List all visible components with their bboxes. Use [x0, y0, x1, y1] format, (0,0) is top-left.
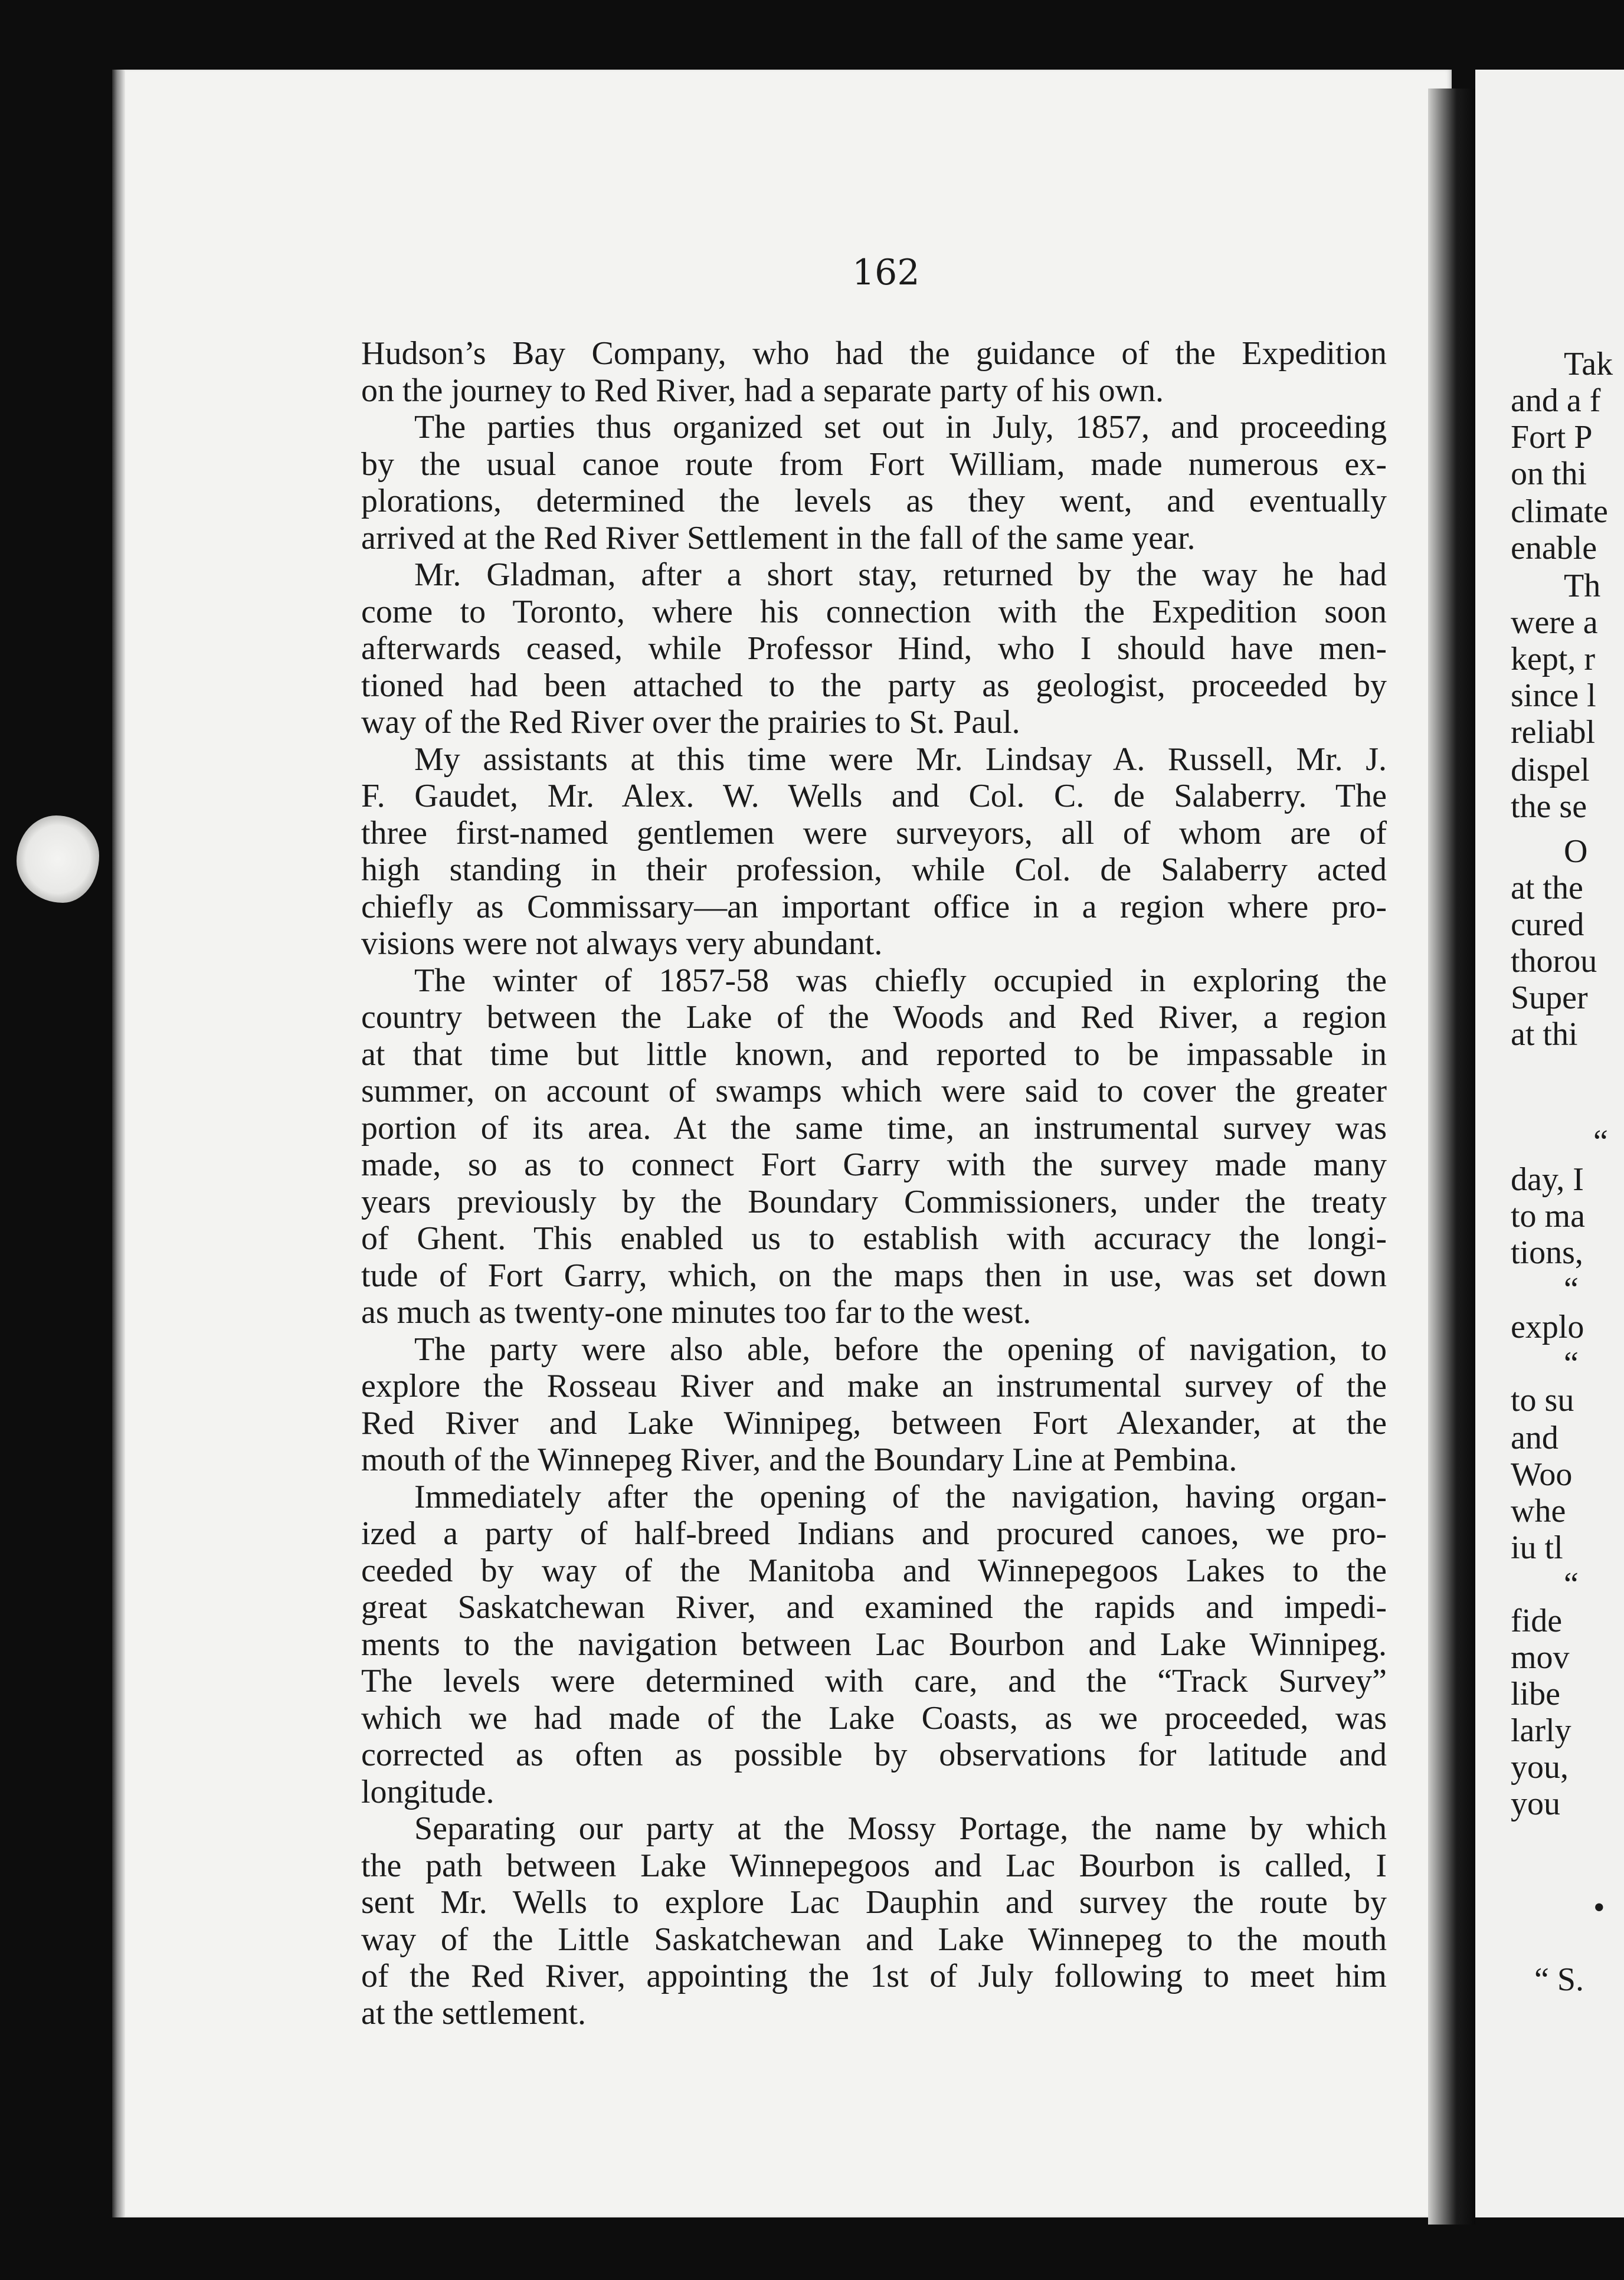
facing-page-fragment: the se: [1511, 788, 1587, 825]
text-line: made, so as to connect Fort Garry with the survey made many: [361, 1146, 1387, 1183]
text-line: three first-named gentlemen were surveyors, all of whom are of: [361, 814, 1387, 851]
facing-page-fragment: day, I: [1511, 1161, 1584, 1198]
text-line: Hudson’s Bay Company, who had the guidance of the Expedition: [361, 335, 1387, 372]
facing-page-fragment: explo: [1511, 1309, 1584, 1345]
text-line: at the settlement.: [361, 1994, 586, 2032]
text-line: Separating our party at the Mossy Portage, the name by which: [414, 1810, 1387, 1847]
facing-page-fragment: tions,: [1511, 1234, 1583, 1271]
text-line: sent Mr. Wells to explore Lac Dauphin and survey the route by: [361, 1884, 1387, 1921]
text-line: My assistants at this time were Mr. Lindsay A. Russell, Mr. J.: [414, 741, 1387, 778]
facing-page-fragment: Fort P: [1511, 419, 1593, 456]
facing-page-fragment: Tak: [1564, 346, 1613, 382]
facing-page-fragment: mov: [1511, 1639, 1570, 1676]
page-body-text: [361, 335, 1387, 2032]
facing-page-fragment: dispel: [1511, 752, 1590, 788]
text-line: Mr. Gladman, after a short stay, returned by the way he had: [414, 556, 1387, 593]
text-line: by the usual canoe route from Fort William, made numerous ex-: [361, 445, 1387, 483]
facing-page-fragment: whe: [1511, 1493, 1566, 1529]
facing-page-fragment: at the: [1511, 870, 1583, 906]
facing-page-fragment: enable: [1511, 530, 1597, 566]
text-line: summer, on account of swamps which were said to cover the greater: [361, 1073, 1387, 1109]
facing-page-fragment: “: [1564, 1345, 1579, 1382]
facing-page-fragment: at thi: [1511, 1016, 1578, 1053]
facing-page-fragment: reliabl: [1511, 714, 1596, 751]
facing-page-fragment: Th: [1564, 568, 1601, 604]
facing-page-fragment: fide: [1511, 1603, 1563, 1639]
facing-page-fragment: on thi: [1511, 456, 1587, 492]
text-line: arrived at the Red River Settlement in the fall of the same year.: [361, 519, 1196, 556]
text-line: ments to the navigation between Lac Bourbon and Lake Winnipeg.: [361, 1626, 1387, 1663]
text-line: The levels were determined with care, and the “Track Survey”: [361, 1663, 1387, 1699]
text-line: longitude.: [361, 1773, 495, 1810]
text-line: tioned had been attached to the party as geologist, proceeded by: [361, 667, 1387, 704]
facing-page-fragment: “: [1593, 1123, 1608, 1160]
paper-fragment: [17, 815, 99, 903]
text-line: the path between Lake Winnepegoos and Lac Bourbon is called, I: [361, 1847, 1387, 1884]
facing-page-fragment: libe: [1511, 1676, 1560, 1712]
text-line: ized a party of half-breed Indians and procured canoes, we pro-: [361, 1515, 1387, 1552]
facing-page-fragment: were a: [1511, 604, 1598, 641]
text-line: chiefly as Commissary—an important office in a region where pro-: [361, 888, 1387, 925]
text-line: country between the Lake of the Woods and Red River, a region: [361, 999, 1387, 1036]
text-line: way of the Little Saskatchewan and Lake Winnepeg to the mouth: [361, 1921, 1387, 1958]
text-line: tude of Fort Garry, which, on the maps then in use, was set down: [361, 1257, 1387, 1294]
text-line: which we had made of the Lake Coasts, as we proceeded, was: [361, 1699, 1387, 1737]
text-line: high standing in their profession, while Col. de Salaberry acted: [361, 851, 1387, 888]
text-line: Immediately after the opening of the navigation, having organ-: [414, 1478, 1387, 1515]
facing-page-fragment: to ma: [1511, 1198, 1585, 1234]
text-line: at that time but little known, and reported to be impassable in: [361, 1036, 1387, 1073]
facing-page-fragment: “: [1564, 1566, 1579, 1603]
text-line: way of the Red River over the prairies to St. Paul.: [361, 704, 1020, 741]
text-line: Red River and Lake Winnipeg, between Fort Alexander, at the: [361, 1404, 1387, 1442]
text-line: mouth of the Winnepeg River, and the Boundary Line at Pembina.: [361, 1442, 1237, 1478]
text-line: The winter of 1857-58 was chiefly occupied in exploring the: [414, 962, 1387, 999]
text-line: ceeded by way of the Manitoba and Winnepegoos Lakes to the: [361, 1552, 1387, 1589]
facing-page-fragment: to su: [1511, 1382, 1574, 1419]
facing-page-fragment: you,: [1511, 1749, 1569, 1786]
facing-page-fragment: and a f: [1511, 382, 1601, 419]
text-line: explore the Rosseau River and make an instrumental survey of the: [361, 1368, 1387, 1404]
text-line: visions were not always very abundant.: [361, 925, 883, 962]
text-line: on the journey to Red River, had a separate party of his own.: [361, 372, 1164, 409]
text-line: The party were also able, before the opening of navigation, to: [414, 1331, 1387, 1368]
facing-page-fragment: you: [1511, 1786, 1560, 1822]
facing-page-fragment: larly: [1511, 1712, 1571, 1749]
facing-page-fragment: •: [1593, 1889, 1605, 1926]
facing-page-fragment: “ S.: [1534, 1961, 1584, 1998]
book-gutter: [1428, 89, 1475, 2225]
facing-page-fragment: “: [1564, 1271, 1579, 1308]
text-line: The parties thus organized set out in July, 1857, and proceeding: [414, 409, 1387, 445]
page-number: 162: [852, 252, 920, 293]
facing-page-fragment: Woo: [1511, 1456, 1573, 1493]
facing-page-fragment: kept, r: [1511, 641, 1596, 677]
facing-page-fragment: iu tl: [1511, 1529, 1563, 1566]
text-line: corrected as often as possible by observations for latitude and: [361, 1737, 1387, 1773]
text-line: as much as twenty-one minutes too far to the west.: [361, 1294, 1032, 1331]
facing-page-fragment: climate: [1511, 493, 1608, 530]
facing-page-fragment: and: [1511, 1420, 1558, 1456]
facing-page-fragment: since l: [1511, 677, 1596, 714]
left-page-edge: [112, 70, 125, 2217]
facing-page-fragment: Super: [1511, 980, 1588, 1016]
facing-page-fragment: O: [1564, 833, 1588, 870]
text-line: portion of its area. At the same time, an instrumental survey was: [361, 1109, 1387, 1146]
text-line: great Saskatchewan River, and examined the rapids and impedi-: [361, 1589, 1387, 1626]
text-line: plorations, determined the levels as they went, and eventually: [361, 483, 1387, 519]
text-line: of Ghent. This enabled us to establish with accuracy the longi-: [361, 1220, 1387, 1257]
text-line: years previously by the Boundary Commissioners, under the treaty: [361, 1183, 1387, 1220]
facing-page-fragment: cured: [1511, 906, 1584, 943]
text-line: come to Toronto, where his connection with the Expedition soon: [361, 593, 1387, 630]
facing-page-fragment: thorou: [1511, 943, 1597, 980]
text-line: F. Gaudet, Mr. Alex. W. Wells and Col. C. de Salaberry. The: [361, 778, 1387, 814]
text-line: afterwards ceased, while Professor Hind, who I should have men-: [361, 630, 1387, 667]
text-line: of the Red River, appointing the 1st of July following to meet him: [361, 1958, 1387, 1994]
